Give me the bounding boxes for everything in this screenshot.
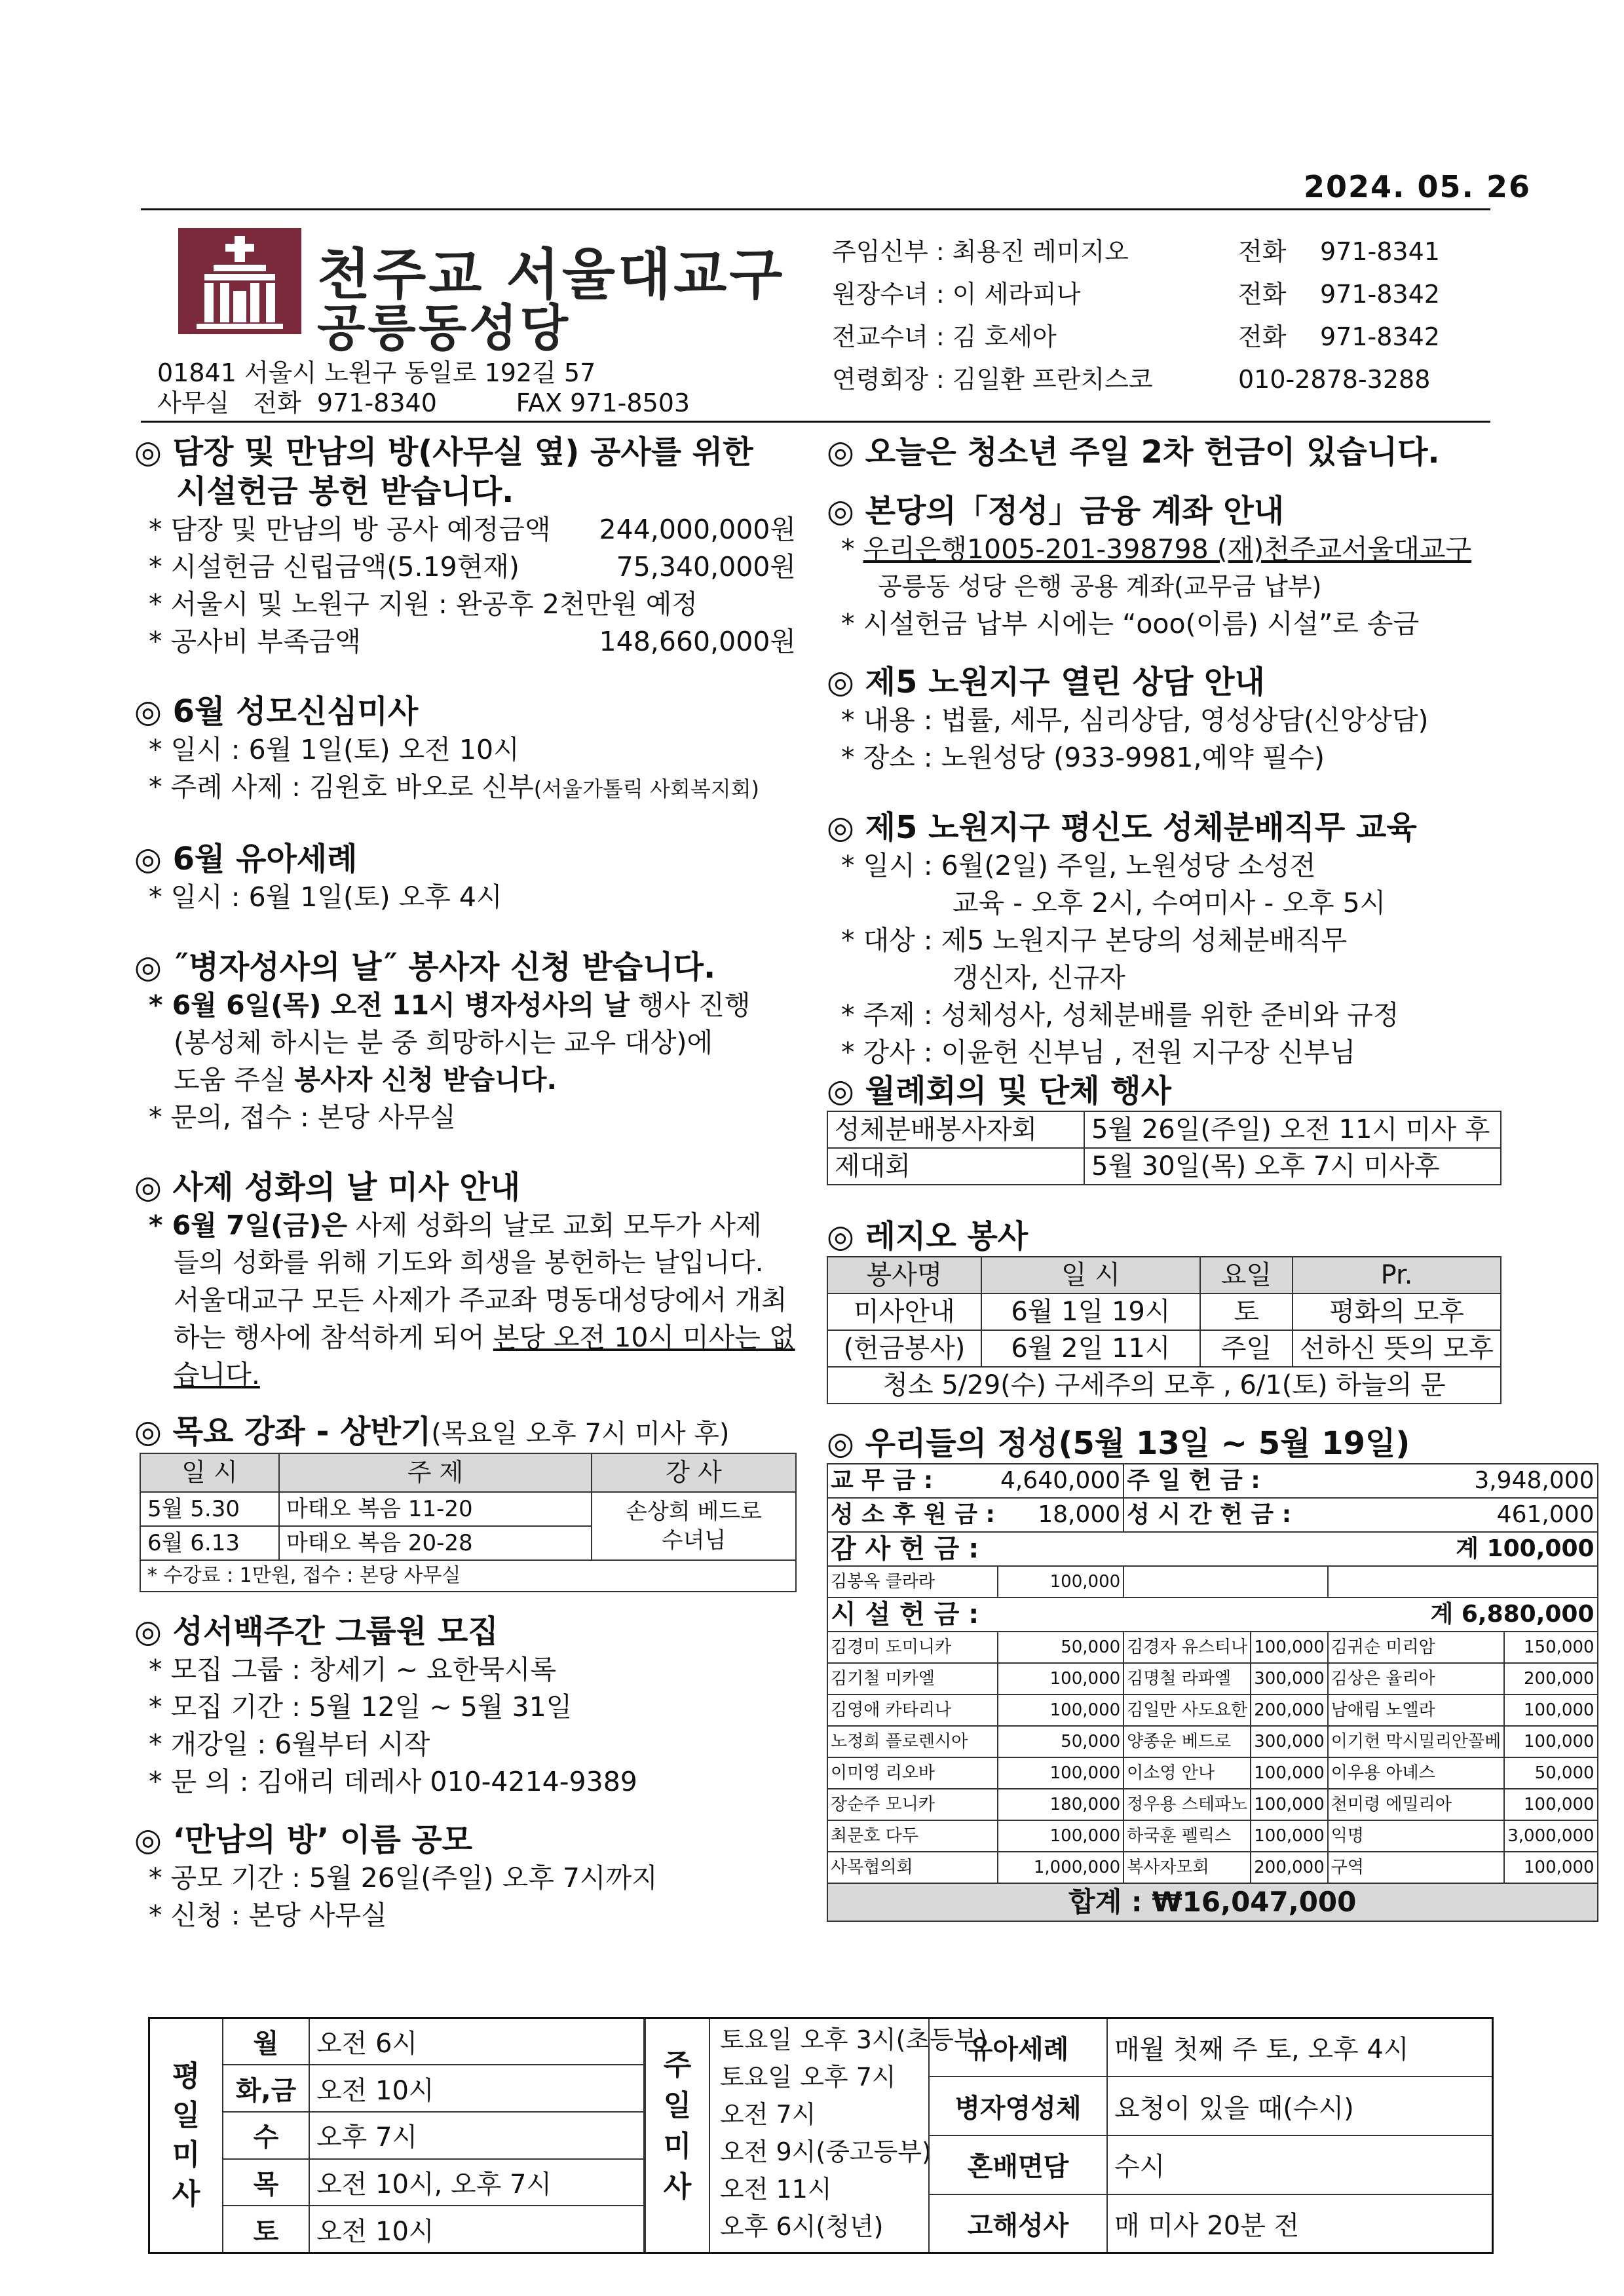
section-title: ◎ 담장 및 만남의 방(사무실 옆) 공사를 위한 [134,434,753,470]
section-title-cont: 시설헌금 봉헌 받습니다. [176,473,514,510]
section-title: ◎ 6월 유아세례 [134,841,358,877]
section-title: ◎ 오늘은 청소년 주일 2차 헌금이 있습니다. [827,434,1440,470]
brand-title: 천주교 서울대교구 [317,242,785,307]
section-title: ◎ 6월 성모신심미사 [134,693,419,730]
section-title: ◎ 본당의「정성」금융 계좌 안내 [827,493,1285,529]
donor-amount: 300,000 [1251,1663,1328,1694]
donor-amount: 200,000 [1504,1663,1597,1694]
donor-name: 김영애 카타리나 [827,1694,998,1726]
left-column [134,432,796,1934]
donor-amount: 100,000 [998,1663,1124,1694]
donor-name: 이우용 아녜스 [1328,1757,1504,1789]
section-thursday-lecture: ◎ 목요 강좌 - 상반기(목요일 오후 7시 미사 후) 일 시 주 제 강 사 5월 5.30 마태오 복음 11-20 손상희 베드로 수녀님 6월 6.13 마태오 복음 20-28 * 수강료 : 1만원, 접수 : 본당 사무실 [134,1413,796,1592]
donor-row [827,1757,1598,1789]
donor-amount: 300,000 [1251,1726,1328,1757]
donor-amount: 100,000 [1504,1694,1597,1726]
donor-name: 양종운 베드로 [1124,1726,1251,1757]
bulletin-date: 2024. 05. 26 [1304,169,1532,204]
sunday-mass-list: 토요일 오후 3시(초등부) 토요일 오후 7시 오전 7시 오전 9시(중고등부) 오전 11시 오후 6시(청년) [720,2025,988,2241]
section-title: ◎ 제5 노원지구 열린 상담 안내 [827,664,1265,700]
donor-name: 김경자 유스티나 [1124,1632,1251,1663]
right-column [827,432,1595,1922]
donor-amount: 100,000 [1251,1820,1328,1852]
donor-name: 장순주 모니카 [827,1789,998,1820]
donor-list [827,1632,1598,1883]
donor-name: 김경미 도미니카 [827,1632,998,1663]
section-title: ◎ 제5 노원지구 평신도 성체분배직무 교육 [827,809,1417,846]
donor-row [827,1852,1598,1883]
section-bible-study: ◎ 성서백주간 그룹원 모집 * 모집 그룹 : 창세기 ~ 요한묵시록 * 모집 기간 : 5월 12일 ~ 5월 31일 * 개강일 : 6월부터 시작 * 문 의 : 김애리 데레사 010-4214-9389 [134,1612,796,1801]
section-bank-account: ◎ 본당의「정성」금융 계좌 안내 * 우리은행1005-201-398798 (재)천주교서울대교구 공릉동 성당 은행 공용 계좌(교무금 납부) * 시설헌금 납부 시에는 “ooo(이름) 시설”로 송금 [827,491,1501,643]
section-offerings [827,1424,1595,1922]
donor-row [827,1663,1598,1694]
donor-amount: 100,000 [1251,1789,1328,1820]
donor-amount: 3,000,000 [1504,1820,1597,1852]
donor-amount: 1,000,000 [998,1852,1124,1883]
other-sacraments-table: 유아세례 매월 첫째 주 토, 오후 4시 병자영성체 요청이 있을 때(수시) 혼배면담 수시 고해성사 매 미사 20분 전 [928,2019,1492,2252]
header-divider [141,421,1490,423]
address-line: 01841 서울시 노원구 동일로 192길 57 [157,358,596,387]
donor-amount: 50,000 [998,1726,1124,1757]
donor-name: 김기철 미카엘 [827,1663,998,1694]
donor-name: 천미령 에밀리아 [1328,1789,1504,1820]
donor-amount: 100,000 [998,1694,1124,1726]
legio-table: 봉사명 일 시 요일 Pr. 미사안내 6월 1일 19시 토 평화의 모후 (헌금봉사) 6월 2일 11시 주일 선하신 뜻의 모후 청소 5/29(수) 구세주의 모후 , 6/1(토) 하늘의 문 [827,1256,1501,1404]
donor-amount: 100,000 [998,1757,1124,1789]
section-title: ◎ 월례회의 및 단체 행사 [827,1073,1172,1109]
section-counseling: ◎ 제5 노원지구 열린 상담 안내 * 내용 : 법률, 세무, 심리상담, 영성상담(신앙상담) * 장소 : 노원성당 (933-9981,예약 필수) [827,662,1501,776]
section-title: ◎ ‘만남의 방’ 이름 공모 [134,1822,473,1858]
donor-name: 익명 [1328,1820,1504,1852]
section-title: ◎ ˝병자성사의 날˝ 봉사자 신청 받습니다. [134,949,716,985]
sunday-mass-label: 주 일 미 사 [645,2019,710,2252]
section-room-naming: ◎ ‘만남의 방’ 이름 공모 * 공모 기간 : 5월 26일(주일) 오후 7시까지 * 신청 : 본당 사무실 [134,1820,796,1934]
brand-subtitle: 공릉동성당 [317,299,571,357]
donor-row [827,1632,1598,1663]
donor-amount: 100,000 [1504,1726,1597,1757]
donor-name: 사목협의회 [827,1852,998,1883]
section-marian-mass: ◎ 6월 성모신심미사 * 일시 : 6월 1일(토) 오전 10시 * 주례 사제 : 김원호 바오로 신부(서울가톨릭 사회복지회) [134,692,796,808]
donor-name: 구역 [1328,1852,1504,1883]
donor-amount: 180,000 [998,1789,1124,1820]
church-logo-icon [178,228,301,334]
weekday-mass-table: 평 일 미 사 월 오전 6시 화,금 오전 10시 수 오후 7시 목 오전 10시, 오후 7시 토 오전 10시 [150,2019,645,2252]
donor-amount: 100,000 [1504,1789,1597,1820]
section-title: ◎ 성서백주간 그룹원 모집 [134,1613,499,1650]
donor-row [827,1820,1598,1852]
donor-amount: 100,000 [1251,1632,1328,1663]
donor-amount: 100,000 [1504,1852,1597,1883]
donor-name: 이미영 리오바 [827,1757,998,1789]
meetings-table: 성체분배봉사자회 5월 26일(주일) 오전 11시 미사 후 제대회 5월 30일(목) 오후 7시 미사후 [827,1111,1501,1185]
donor-row [827,1726,1598,1757]
section-legio-service [827,1217,1501,1404]
donor-amount: 100,000 [1251,1757,1328,1789]
section-anointing-volunteer: ◎ ˝병자성사의 날˝ 봉사자 신청 받습니다. * 6월 6일(목) 오전 11시 병자성사의 날 행사 진행 (봉성체 하시는 분 중 희망하시는 교우 대상)에 도움 주실 봉사자 신청 받습니다. * 문의, 접수 : 본당 사무실 [134,947,796,1136]
donor-name: 하국훈 펠릭스 [1124,1820,1251,1852]
section-title: ◎ 우리들의 정성(5월 13일 ~ 5월 19일) [827,1425,1410,1462]
office-contact: 사무실 전화 971-8340 FAX 971-8503 [157,389,690,417]
donor-name: 최문호 다두 [827,1820,998,1852]
grand-total: 합계 : ₩16,047,000 [827,1883,1598,1921]
donor-name: 김상은 율리아 [1328,1663,1504,1694]
donor-amount: 200,000 [1251,1852,1328,1883]
donor-name: 이기헌 막시밀리안꼴베 [1328,1726,1504,1757]
donor-amount: 200,000 [1251,1694,1328,1726]
section-eucharist-training: ◎ 제5 노원지구 평신도 성체분배직무 교육 * 일시 : 6월(2일) 주일, 노원성당 소성전 교육 - 오후 2시, 수여미사 - 오후 5시 * 대상 : 제5 노원지구 본당의 성체분배직무 갱신자, 신규자 * 주제 : 성체성사, 성체분배를 위한 준비와 규정 * 강사 : 이윤헌 신부님 , 전원 지구장 신부님 [827,808,1501,1071]
donor-name: 김일만 사도요한 [1124,1694,1251,1726]
mass-schedule [148,2017,1494,2254]
donor-amount: 50,000 [1504,1757,1597,1789]
donor-name: 정우용 스테파노 [1124,1789,1251,1820]
section-monthly-meetings [827,1071,1501,1185]
offerings-table: 교 무 금 : 4,640,000 주 일 헌 금 : 3,948,000 성 소 후 원 금 : 18,000 성 시 간 헌 금 : 461,000 감 사 헌 금 : 계 100,000 김봉옥 클라라 100,000 시 설 헌 금 : 계 6,880,000 김경미 도미니카 50,000 김경자 유스티나 100,000 김귀순 미리암 150,000 김기철 미카엘 100,000 김명철 라파엘 300,000 김상은 율리아 200,000 김영애 카타리나 100,000 김일만 사도요한 200,000 남애림 노엘라 100,000 노정희 플로렌시아 50,000 양종운 베드로 300,000 이기헌 막시밀리안꼴베 100,000 이미영 리오바 100,000 이소영 안나 100,000 이우용 아녜스 50,000 장순주 모니카 180,000 정우용 스테파노 100,000 천미령 에밀리아 100,000 최문호 다두 100,000 하국훈 펠릭스 100,000 익명 3,000,000 사목협의회 1,000,000 복사자모회 200,000 구역 100,000 합계 : ₩16,047,000 [827,1463,1598,1922]
section-title: ◎ 사제 성화의 날 미사 안내 [134,1169,521,1206]
donor-name: 김귀순 미리암 [1328,1632,1504,1663]
section-priest-sanctification: ◎ 사제 성화의 날 미사 안내 * 6월 7일(금)은 사제 성화의 날로 교회 모두가 사제 들의 성화를 위해 기도와 희생을 봉헌하는 날입니다. 서울대교구 모든 사제가 주교좌 명동대성당에서 개최 하는 행사에 참석하게 되어 본당 오전 10시 미사는 없 습니다. [134,1169,795,1390]
lecture-table: 일 시 주 제 강 사 5월 5.30 마태오 복음 11-20 손상희 베드로 수녀님 6월 6.13 마태오 복음 20-28 * 수강료 : 1만원, 접수 : 본당 사무실 [140,1453,797,1592]
top-divider [141,208,1490,210]
donor-row [827,1789,1598,1820]
section-facility-donation: ◎ 담장 및 만남의 방(사무실 옆) 공사를 위한 시설헌금 봉헌 받습니다. * 담장 및 만남의 방 공사 예정금액 244,000,000원 * 시설헌금 신립금액(5.19현재) 75,340,000원 * 서울시 및 노원구 지원 : 완공후 2천만원 예정 * 공사비 부족금액 148,660,000원 [134,434,796,657]
address-block [157,358,690,418]
section-infant-baptism: ◎ 6월 유아세례 * 일시 : 6월 1일(토) 오후 4시 [134,839,796,916]
donor-name: 이소영 안나 [1124,1757,1251,1789]
donor-amount: 100,000 [998,1820,1124,1852]
donor-amount: 150,000 [1504,1632,1597,1663]
donor-name: 남애림 노엘라 [1328,1694,1504,1726]
section-title: ◎ 레지오 봉사 [827,1218,1029,1255]
donor-amount: 50,000 [998,1632,1124,1663]
donor-name: 노정희 플로렌시아 [827,1726,998,1757]
donor-row [827,1694,1598,1726]
donor-name: 복사자모회 [1124,1852,1251,1883]
donor-name: 김명철 라파엘 [1124,1663,1251,1694]
